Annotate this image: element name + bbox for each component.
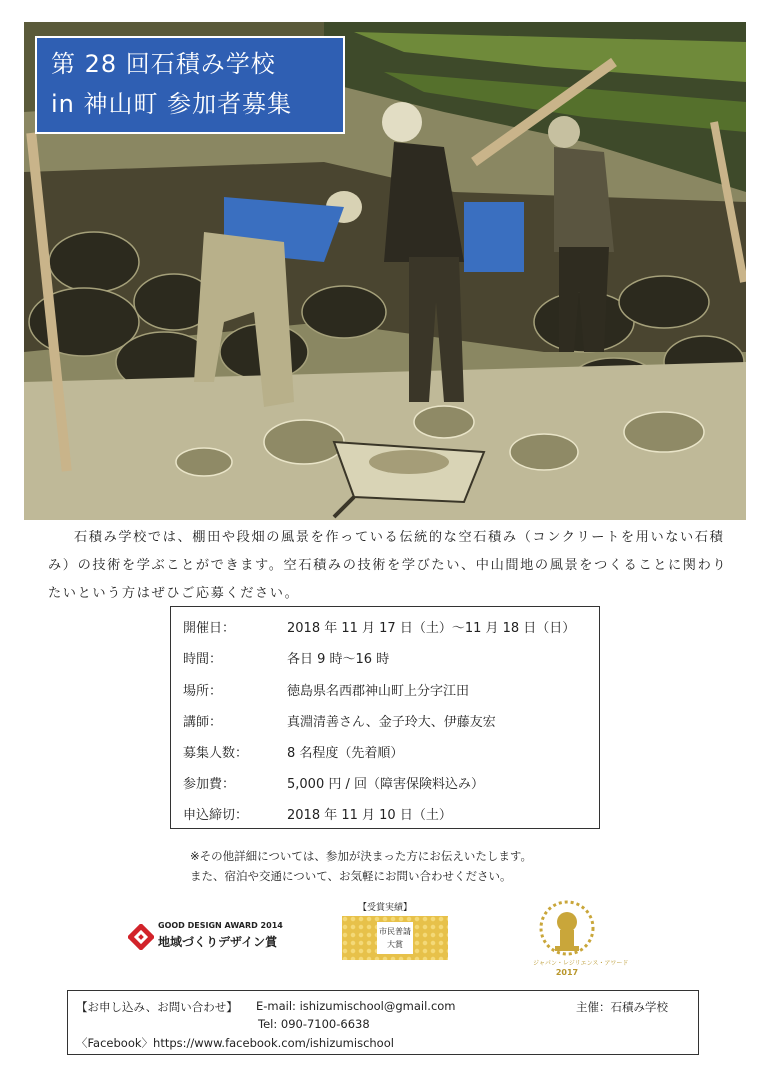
laurel-trophy-icon	[533, 900, 601, 958]
resilience-award-label: ジャパン・レジリエンス・アワード	[533, 960, 629, 967]
detail-value: 8 名程度（先着順）	[287, 746, 404, 761]
event-details-box	[170, 606, 600, 829]
detail-row-fee	[183, 773, 484, 793]
note-line-2: また、宿泊や交通について、お気軽にお問い合わせください。	[190, 869, 512, 883]
detail-row-instructors	[183, 711, 496, 731]
detail-value: 2018 年 11 月 10 日（土）	[287, 808, 452, 823]
citizen-award-badge	[377, 922, 413, 954]
contact-box	[67, 990, 699, 1055]
detail-value: 2018 年 11 月 17 日（土）〜11 月 18 日（日）	[287, 621, 576, 636]
contact-facebook-link[interactable]: 〈Facebook〉https://www.facebook.com/ishizumischool	[76, 1036, 394, 1050]
notes	[190, 846, 532, 886]
detail-label: 募集人数：	[183, 746, 249, 761]
detail-value: 真淵清善さん、金子玲大、伊藤友宏	[287, 715, 496, 730]
detail-row-place	[183, 680, 469, 700]
detail-label: 申込締切：	[183, 808, 249, 823]
detail-label: 時間：	[183, 652, 223, 667]
awards-heading: 【受賞実績】	[357, 903, 412, 913]
detail-value: 各日 9 時〜16 時	[287, 652, 390, 667]
gda-subtitle: 地域づくりデザイン賞	[158, 935, 278, 949]
contact-email[interactable]: E-mail: ishizumischool@gmail.com	[256, 999, 456, 1013]
g-mark-icon	[128, 924, 154, 950]
citizen-award-logo	[342, 916, 448, 960]
title-line-2: in 神山町 参加者募集	[51, 90, 293, 118]
detail-label: 参加費：	[183, 777, 236, 792]
resilience-award-logo	[533, 900, 629, 980]
detail-row-deadline	[183, 804, 452, 824]
detail-value: 徳島県名西郡神山町上分字江田	[287, 684, 470, 699]
detail-row-time	[183, 648, 389, 668]
detail-row-capacity	[183, 742, 403, 762]
gda-title: GOOD DESIGN AWARD 2014	[158, 921, 283, 930]
title-box	[35, 36, 345, 134]
note-line-1: ※その他詳細については、参加が決まった方にお伝えいたします。	[190, 849, 532, 863]
detail-row-date	[183, 617, 575, 637]
contact-heading: 【お申し込み、お問い合わせ】	[76, 1000, 238, 1014]
detail-label: 講師：	[183, 715, 223, 730]
intro-paragraph: 石積み学校では、棚田や段畑の風景を作っている伝統的な空石積み（コンクリートを用いない石積み）の技術を学ぶことができます。空石積みの技術を学びたい、中山間地の風景をつくることに関わりたいという方はぜひご応募ください。	[48, 530, 728, 601]
citizen-award-grade: 大賞	[387, 940, 403, 949]
detail-label: 場所：	[183, 684, 223, 699]
title-line-1: 第 28 回石積み学校	[51, 50, 276, 78]
resilience-award-year: 2017	[555, 968, 579, 977]
detail-label: 開催日：	[183, 621, 236, 636]
citizen-award-name: 市民普請	[379, 927, 411, 936]
detail-value: 5,000 円 / 回（障害保険料込み）	[287, 777, 484, 792]
organizer: 主催：石積み学校	[576, 1000, 668, 1014]
contact-phone[interactable]: Tel: 090-7100-6638	[258, 1017, 370, 1031]
good-design-award-logo	[128, 918, 283, 958]
